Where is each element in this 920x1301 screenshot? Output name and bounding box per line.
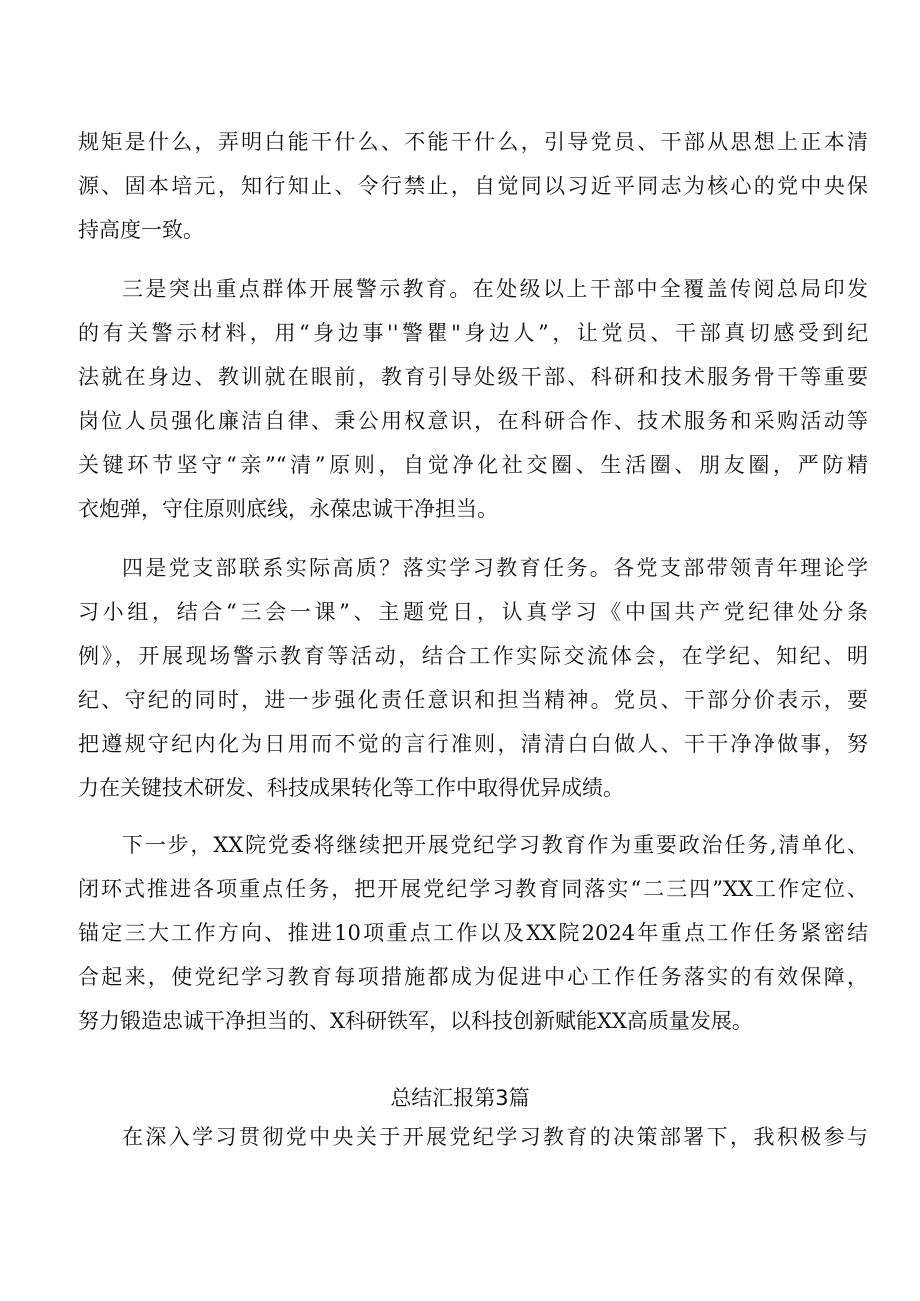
- text-line: 法就在身边、教训就在眼前，教育引导处级干部、科研和技术服务骨干等重要: [78, 365, 868, 389]
- text-line: 三是突出重点群体开展警示教育。在处级以上干部中全覆盖传阅总局印发: [122, 277, 868, 301]
- text-line: 岗位人员强化廉洁自律、秉公用权意识，在科研合作、技术服务和采购活动等: [78, 409, 868, 433]
- text-line: 四是党支部联系实际高质？落实学习教育任务。各党支部带领青年理论学: [122, 556, 868, 580]
- text-line: 关键环节坚守“亲”“清”原则，自觉净化社交圈、生活圈、朋友圈，严防精: [78, 453, 868, 477]
- text-line: 合起来，使党纪学习教育每项措施都成为促进中心工作任务落实的有效保障，: [78, 965, 868, 989]
- text-line: 衣炮弹，守住原则底线，永葆忠诚干净担当。: [78, 497, 498, 521]
- text-line: 锚定三大工作方向、推进10项重点工作以及XX院2024年重点工作任务紧密结: [78, 921, 868, 945]
- text-line: 下一步，XX院党委将继续把开展党纪学习教育作为重要政治任务,清单化、: [122, 833, 868, 857]
- text-line: 努力锻造忠诚干净担当的、X科研铁军，以科技创新赋能XX高质量发展。: [78, 1009, 753, 1033]
- text-line: 源、固本培元，知行知止、令行禁止，自觉同以习近平同志为核心的党中央保: [78, 174, 868, 198]
- text-line: 例》，开展现场警示教育等活动，结合工作实际交流体会，在学纪、知纪、明: [78, 644, 868, 668]
- text-line: 持高度一致。: [78, 218, 204, 242]
- text-line: 闭环式推进各项重点任务，把开展党纪学习教育同落实“二三四”XX工作定位、: [78, 877, 868, 901]
- text-line: 把遵规守纪内化为日用而不觉的言行准则，清清白白做人、干干净净做事，努: [78, 732, 868, 756]
- text-line: 的有关警示材料，用“身边事''警瞿"身边人”，让党员、干部真切感受到纪: [78, 321, 868, 345]
- text-line: 纪、守纪的同时，进一步强化责任意识和担当精神。党员、干部分价表示，要: [78, 688, 868, 712]
- text-line: 力在关键技术研发、科技成果转化等工作中取得优异成绩。: [78, 776, 624, 800]
- section-heading: 总结汇报第3篇: [390, 1086, 530, 1110]
- text-line: 在深入学习贯彻党中央关于开展党纪学习教育的决策部署下，我积极参与: [122, 1125, 868, 1149]
- text-line: 习小组，结合“三会一课”、主题党日，认真学习《中国共产党纪律处分条: [78, 600, 868, 624]
- text-line: 规矩是什么，弄明白能干什么、不能干什么，引导党员、干部从思想上正本清: [78, 130, 868, 154]
